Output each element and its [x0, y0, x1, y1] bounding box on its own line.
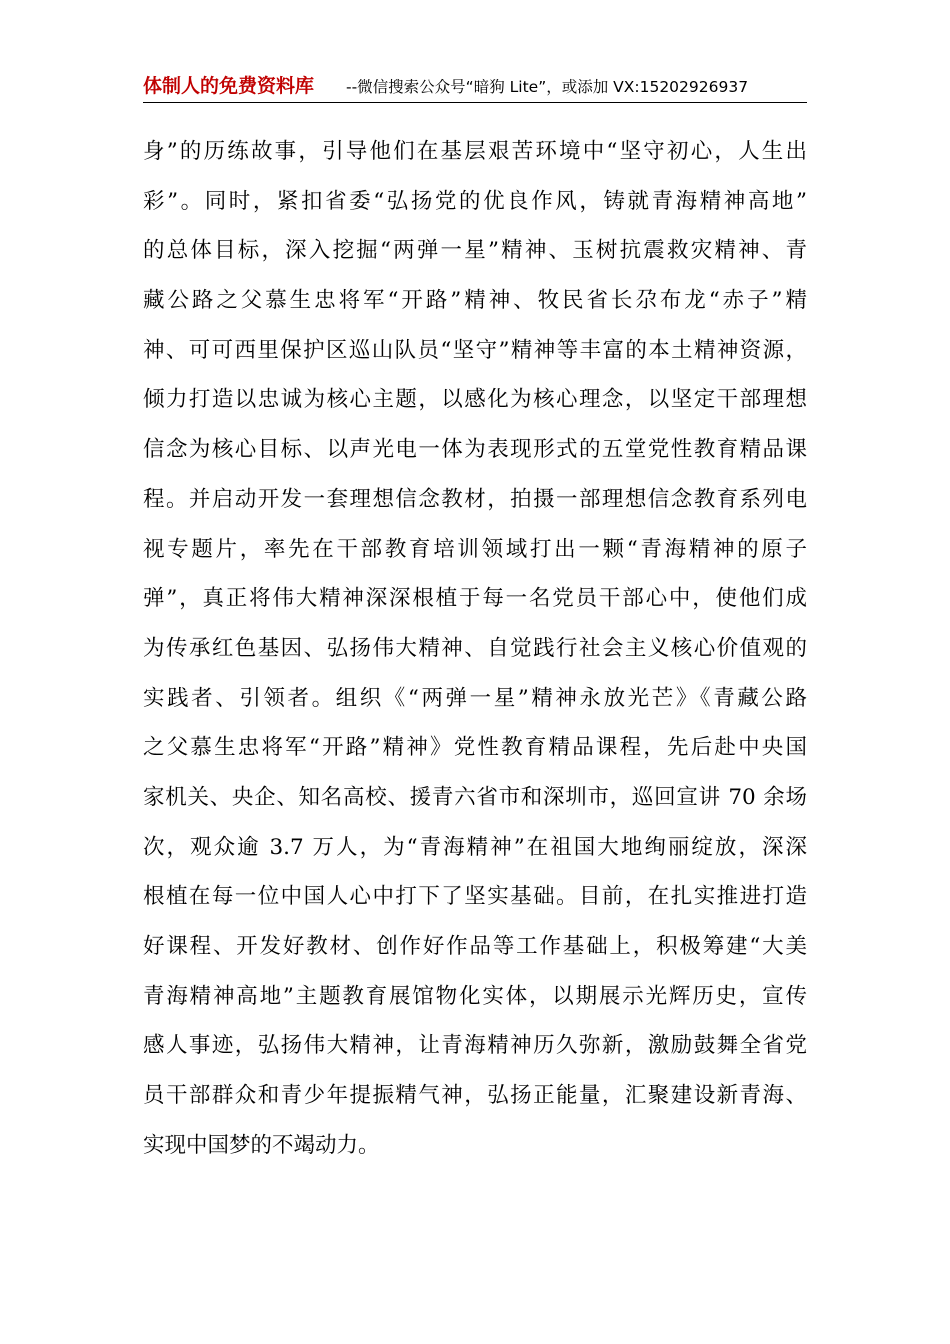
- text-line: 青海精神高地”主题教育展馆物化实体，以期展示光辉历史，宣传: [143, 983, 807, 1009]
- text-line: 藏公路之父慕生忠将军“开路”精神、牧民省长尕布龙“赤子”精: [143, 288, 807, 314]
- document-body: [143, 130, 807, 1173]
- text-line: 为传承红色基因、弘扬伟大精神、自觉践行社会主义核心价值观的: [143, 635, 807, 661]
- text-line: 弹”，真正将伟大精神深深根植于每一名党员干部心中，使他们成: [143, 586, 807, 612]
- text-line: 感人事迹，弘扬伟大精神，让青海精神历久弥新，激励鼓舞全省党: [143, 1033, 807, 1059]
- text-line: 彩”。同时，紧扣省委“弘扬党的优良作风，铸就青海精神高地”: [143, 188, 807, 214]
- page-header: [143, 72, 807, 103]
- text-line: 神、可可西里保护区巡山队员“坚守”精神等丰富的本土精神资源，: [143, 337, 807, 363]
- header-subtitle: --微信搜索公众号“暗狗 Lite”，或添加 VX:15202926937: [346, 78, 749, 96]
- header-title: 体制人的免费资料库: [143, 75, 315, 97]
- text-line: 家机关、央企、知名高校、援青六省市和深圳市，巡回宣讲 70 余场: [143, 784, 807, 810]
- text-line: 信念为核心目标、以声光电一体为表现形式的五堂党性教育精品课: [143, 437, 807, 463]
- text-line: 次，观众逾 3.7 万人，为“青海精神”在祖国大地绚丽绽放，深深: [143, 834, 807, 860]
- text-line: 根植在每一位中国人心中打下了坚实基础。目前，在扎实推进打造: [143, 884, 807, 910]
- text-line: 好课程、开发好教材、创作好作品等工作基础上，积极筹建“大美: [143, 934, 807, 959]
- text-line: 员干部群众和青少年提振精气神，弘扬正能量，汇聚建设新青海、: [143, 1083, 807, 1109]
- text-line: 之父慕生忠将军“开路”精神》党性教育精品课程，先后赴中央国: [143, 735, 807, 761]
- text-line: 实践者、引领者。组织《“两弹一星”精神永放光芒》《青藏公路: [143, 685, 807, 711]
- text-line: 视专题片，率先在干部教育培训领域打出一颗“青海精神的原子: [143, 536, 807, 562]
- text-line: 的总体目标，深入挖掘“两弹一星”精神、玉树抗震救灾精神、青: [143, 238, 807, 264]
- text-line: 程。并启动开发一套理想信念教材，拍摄一部理想信念教育系列电: [143, 486, 807, 512]
- text-line: 实现中国梦的不竭动力。: [143, 1132, 380, 1158]
- text-line: 倾力打造以忠诚为核心主题，以感化为核心理念，以坚定干部理想: [143, 387, 807, 413]
- text-line: 身”的历练故事，引导他们在基层艰苦环境中“坚守初心，人生出: [143, 139, 807, 164]
